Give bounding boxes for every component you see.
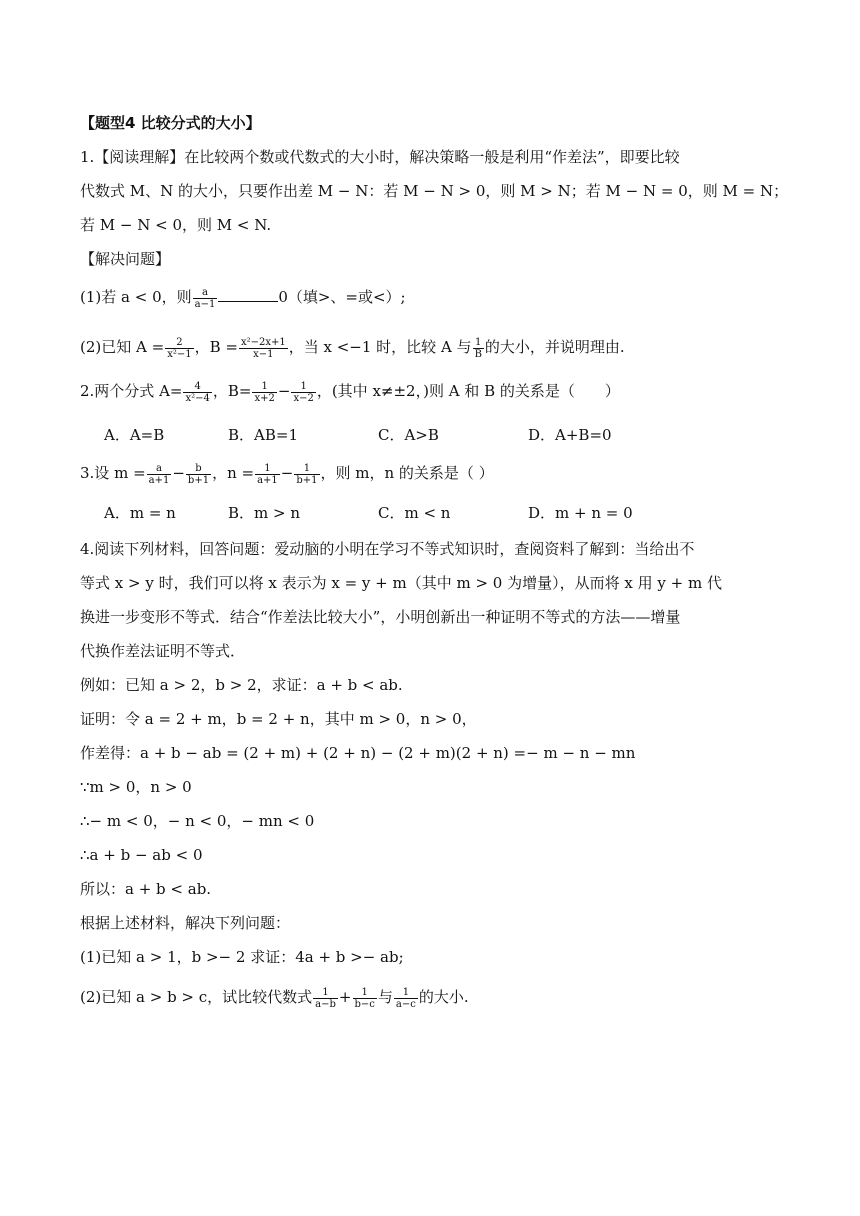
q1-p1-fraction: [193, 287, 218, 310]
q2-stem: [80, 380, 620, 404]
q4-p2-with: 与: [377, 988, 393, 1006]
fraction-numerator: a: [147, 463, 172, 475]
q4-p2-post: 的大小.: [418, 988, 469, 1006]
q3-option-b: B．m > n: [228, 504, 301, 522]
q4-proof-line: 所以：a + b < ab.: [80, 880, 212, 898]
q2-fraction-B2: [291, 381, 315, 404]
q2-mid: ，B=: [212, 382, 252, 400]
q4-line: 代换作差法证明不等式．: [80, 642, 246, 660]
q3-mid: ，n =: [212, 464, 255, 482]
q3-fraction-a: [147, 463, 172, 486]
q3-fraction-b: [186, 463, 211, 486]
fraction-numerator: 1: [313, 987, 338, 999]
q1-line-2: 代数式 M、N 的大小，只要作出差 M − N：若 M − N > 0，则 M > N；若 M − N = 0，则 M = N；: [80, 182, 789, 200]
q1-line-1: 1.【阅读理解】在比较两个数或代数式的大小时，解决策略一般是利用“作差法”，即要比较: [80, 148, 680, 166]
q3-post: ，则 m，n 的关系是（ ）: [320, 464, 494, 482]
fraction-numerator: 1: [255, 463, 280, 475]
minus-sign: −: [172, 464, 185, 482]
q1-section-label: 【解决问题】: [80, 250, 171, 268]
fraction-denominator: a+1: [257, 474, 278, 486]
q4-proof-line: ∴a + b − ab < 0: [80, 846, 203, 864]
q3-pre: 3.设 m =: [80, 464, 146, 482]
q4-line: 等式 x > y 时，我们可以将 x 表示为 x = y + m（其中 m > 0 为增量），从而将 x 用 y + m 代: [80, 574, 722, 592]
plus-sign: +: [338, 988, 352, 1006]
fraction-numerator: 4: [183, 381, 211, 393]
fraction-denominator: a+1: [148, 474, 170, 486]
q2-option-d: D．A+B=0: [528, 426, 612, 444]
answer-blank: [218, 287, 278, 302]
fraction-denominator: b+1: [296, 474, 318, 486]
q4-line: 4.阅读下列材料，回答问题：爱动脑的小明在学习不等式知识时，查阅资料了解到：当给出不: [80, 540, 695, 558]
q2-fraction-A: [183, 381, 211, 404]
fraction-numerator: 1: [252, 381, 276, 393]
q4-line: 换进一步变形不等式．结合“作差法比较大小”，小明创新出一种证明不等式的方法——增量: [80, 608, 681, 626]
fraction-denominator: b+1: [187, 474, 210, 486]
q4-example-line: 例如：已知 a > 2，b > 2，求证：a + b < ab.: [80, 676, 403, 694]
q3-fraction-c: [255, 463, 280, 486]
q4-fraction-1: [313, 987, 338, 1010]
fraction-denominator: x²−1: [167, 348, 192, 360]
fraction-denominator: B: [474, 348, 482, 360]
fraction-A: [165, 337, 193, 360]
fraction-denominator: x²−4: [185, 392, 210, 404]
fraction-denominator: a−b: [315, 998, 336, 1010]
q1-line-3: 若 M − N < 0，则 M < N.: [80, 216, 272, 234]
q3-stem: [80, 462, 494, 486]
fraction-numerator: x²−2x+1: [240, 336, 286, 348]
q3-option-a: A．m = n: [104, 504, 176, 522]
fraction-numerator: a: [193, 287, 218, 299]
fraction-denominator: a−1: [194, 298, 216, 310]
fraction-denominator: b−c: [354, 998, 375, 1010]
fraction-numerator: 1: [394, 987, 418, 999]
fraction-numerator: 1: [291, 381, 315, 393]
fraction-B: [239, 337, 288, 360]
q1-p2-mid: ，B =: [194, 338, 238, 356]
q2-pre: 2.两个分式 A=: [80, 382, 183, 400]
q1-part-1: [80, 286, 406, 310]
q1-part-2: [80, 336, 625, 360]
q4-proof-line: ∵m > 0，n > 0: [80, 778, 192, 796]
q1-p2-post: 的大小，并说明理由.: [484, 338, 625, 356]
q3-fraction-d: [294, 463, 319, 486]
q4-fraction-3: [394, 987, 418, 1010]
q2-option-b: B．AB=1: [228, 426, 298, 444]
q4-fraction-2: [353, 987, 377, 1010]
q4-instruction-line: 根据上述材料，解决下列问题：: [80, 914, 291, 932]
q1-p1-post: 0（填>、=或<）;: [278, 288, 406, 306]
fraction-denominator: x+2: [254, 392, 275, 404]
fraction-numerator: b: [186, 463, 211, 475]
q4-p2-pre: (2)已知 a > b > c，试比较代数式: [80, 988, 313, 1006]
q3-option-d: D．m + n = 0: [528, 504, 633, 522]
q4-proof-line: 证明：令 a = 2 + m，b = 2 + n，其中 m > 0，n > 0，: [80, 710, 477, 728]
q1-p2-mid2: ，当 x <−1 时，比较 A 与: [288, 338, 472, 356]
fraction-numerator: 2: [165, 337, 193, 349]
fraction-1-over-B: [473, 337, 484, 360]
q1-p1-pre: (1)若 a < 0，则: [80, 288, 192, 306]
q4-part-2: [80, 986, 469, 1010]
fraction-numerator: 1: [294, 463, 319, 475]
q4-proof-line: 作差得：a + b − ab = (2 + m) + (2 + n) − (2 + m)(2 + n) =− m − n − mn: [80, 744, 636, 762]
fraction-denominator: a−c: [395, 998, 416, 1010]
q2-option-c: C．A>B: [378, 426, 439, 444]
q2-fraction-B1: [252, 381, 276, 404]
section-heading: 【题型4 比较分式的大小】: [80, 114, 261, 132]
minus-sign: −: [277, 382, 291, 400]
fraction-denominator: x−2: [293, 392, 314, 404]
q4-part-1: (1)已知 a > 1，b >− 2 求证：4a + b >− ab;: [80, 948, 404, 966]
q1-p2-pre: (2)已知 A =: [80, 338, 165, 356]
fraction-numerator: 1: [473, 337, 484, 349]
q4-proof-line: ∴− m < 0，− n < 0，− mn < 0: [80, 812, 315, 830]
q2-option-a: A．A=B: [104, 426, 165, 444]
q3-option-c: C．m < n: [378, 504, 451, 522]
q2-post: ，(其中 x≠±2，)则 A 和 B 的关系是（ ）: [316, 382, 620, 400]
fraction-denominator: x−1: [253, 348, 274, 360]
fraction-numerator: 1: [353, 987, 377, 999]
minus-sign: −: [280, 464, 294, 482]
